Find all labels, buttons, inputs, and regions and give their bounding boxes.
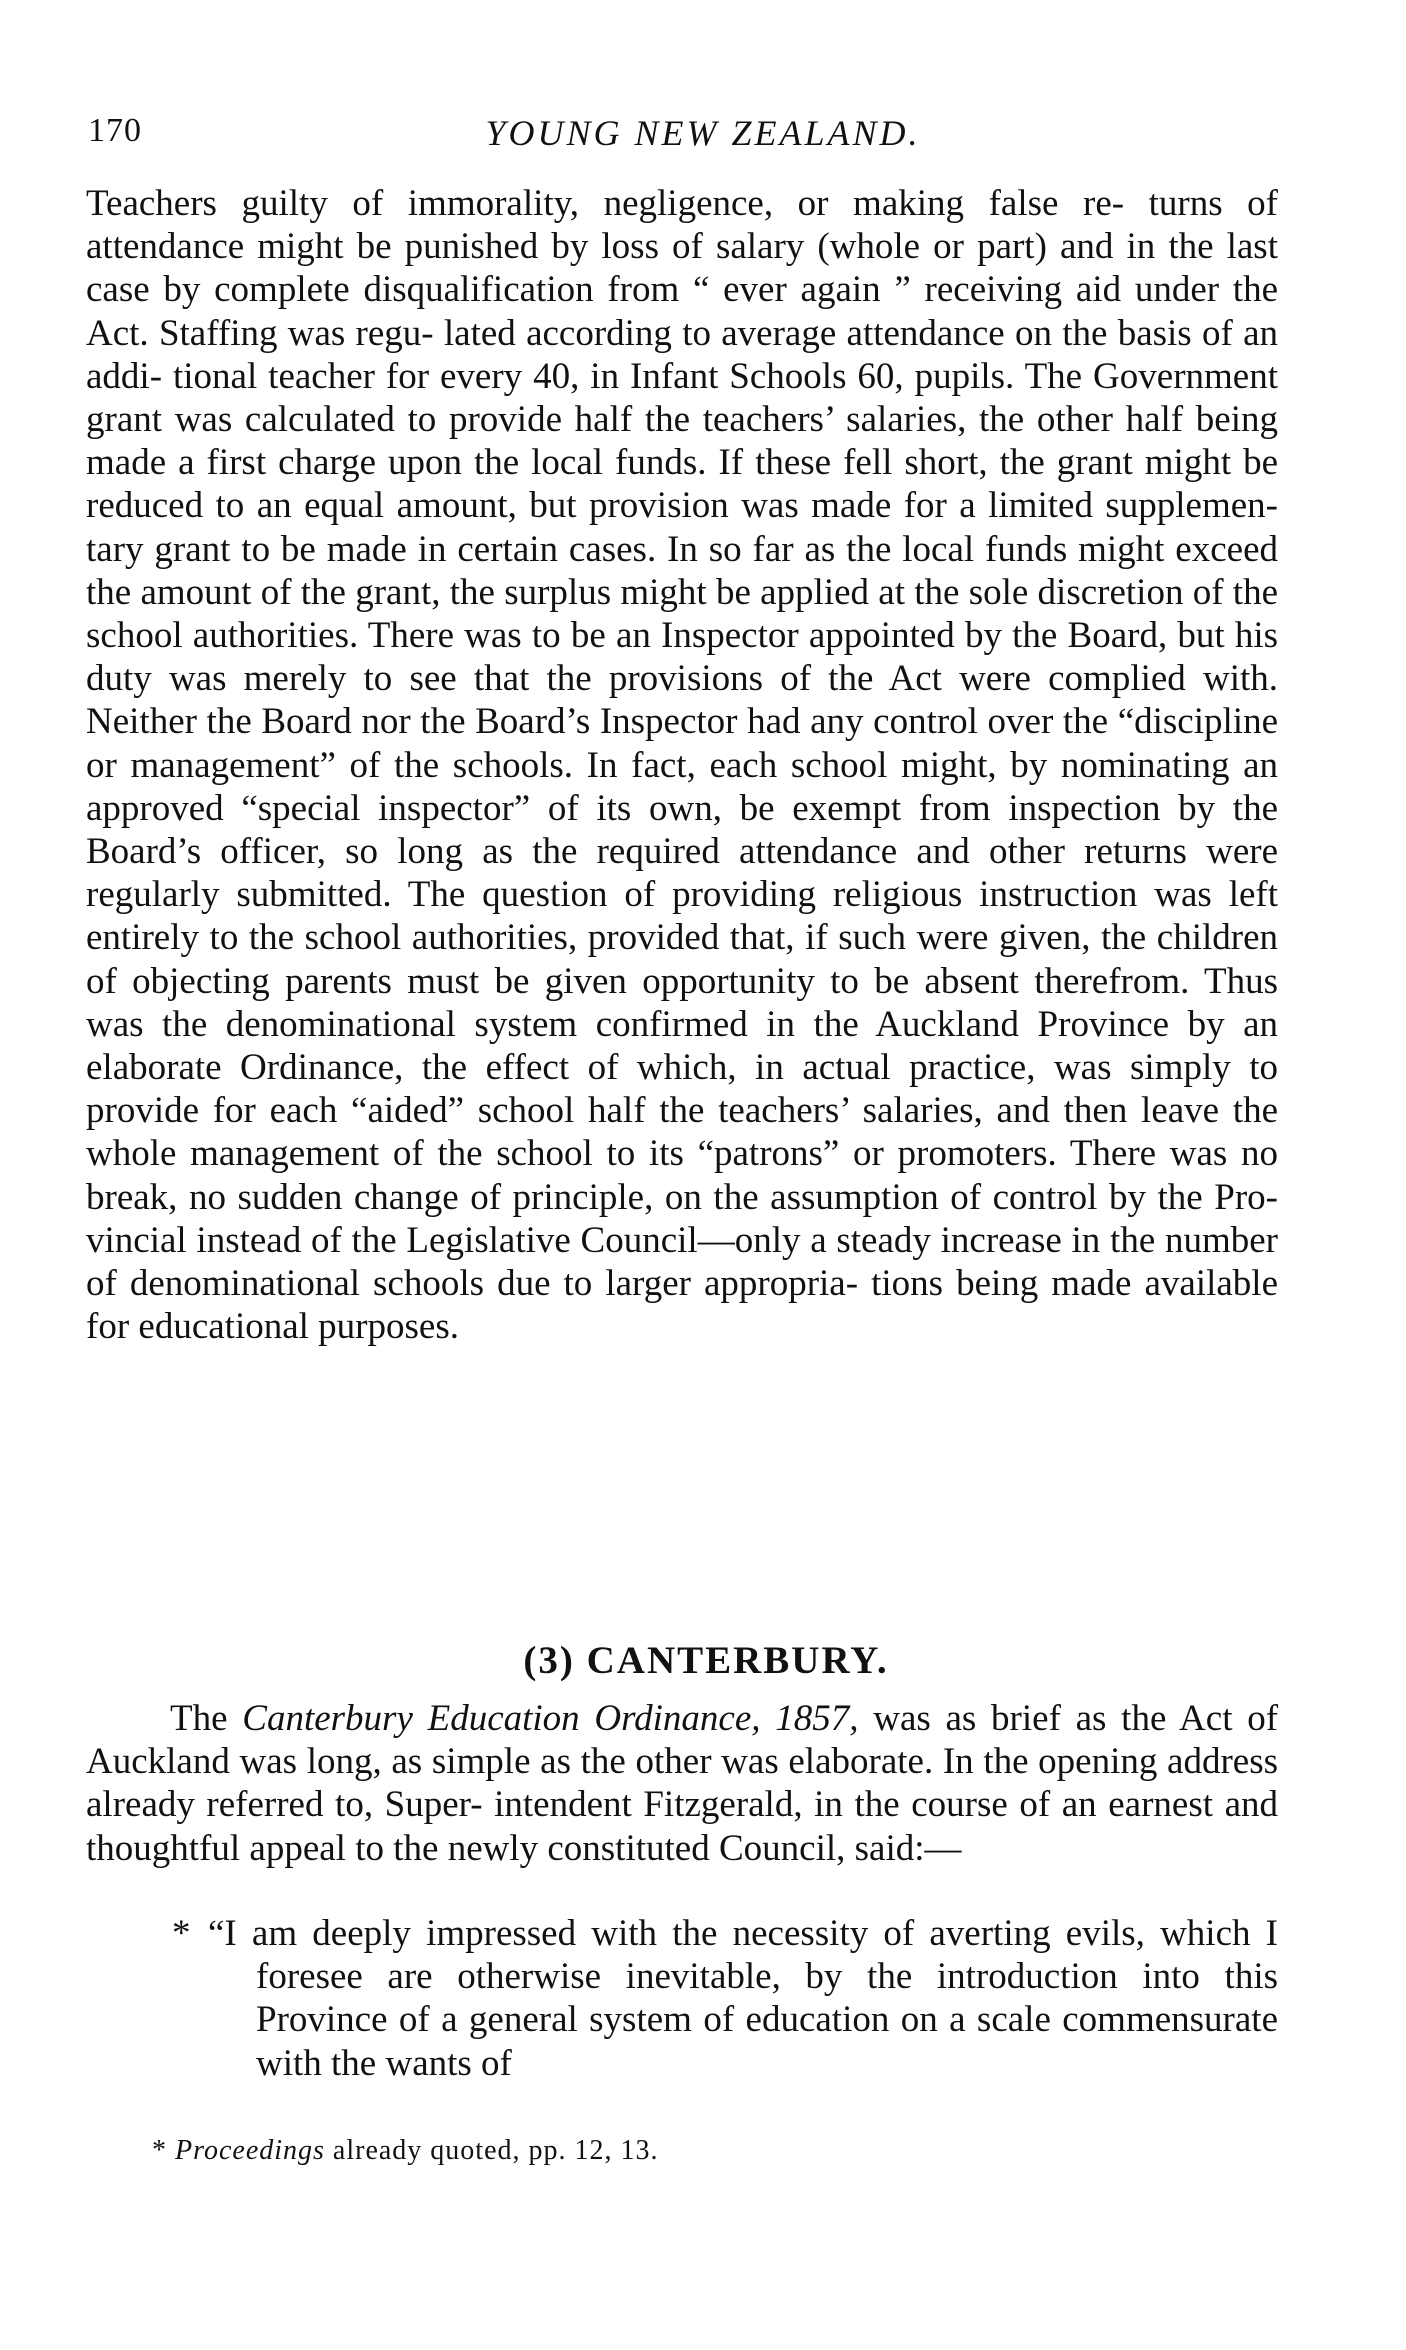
footnote-text: already quoted, pp. 12, 13. [332, 2135, 659, 2166]
paragraph-2-rest: was as brief as the Act of Auckland was long, as simple as the other was elaborate. In the opening address already referred to, Super- intendent Fitzgerald, in the course of an earnest and thoughtful appeal to the newly constituted Council, said:— [86, 1698, 1279, 1869]
block-quote [172, 1912, 1278, 2085]
ordinance-title: Canterbury Education Ordinance, 1857, [242, 1698, 859, 1739]
footnote-source-title: Proceedings [175, 2135, 325, 2166]
body-paragraph-1: Teachers guilty of immorality, negligence, or making false re- turns of attendance might be punished by loss of salary (whole or part) and in the last case by complete disqualification from “ ever again ” receiving aid under the Act. Staffing was regu- lated according to average attendance on the basis of an addi- tional teacher for every 40, in Infant Schools 60, pupils. The Government grant was calculated to provide half the teachers’ salaries, the other half being made a first charge upon the local funds. If these fell short, the grant might be reduced to an equal amount, but provision was made for a limited supplemen- tary grant to be made in certain cases. In so far as the local funds might exceed the amount of the grant, the surplus might be applied at the sole discretion of the school authorities. There was to be an Inspector appointed by the Board, but his duty was merely to see that the provisions of the Act were complied with. Neither the Board nor the Board’s Inspector had any control over the “discipline or management” of the schools. In fact, each school might, by nominating an approved “special inspector” of its own, be exempt from inspection by the Board’s officer, so long as the required attendance and other returns were regularly submitted. The question of providing religious instruction was left entirely to the school authorities, provided that, if such were given, the children of objecting parents must be given opportunity to be absent therefrom. Thus was the denominational system confirmed in the Auckland Province by an elaborate Ordinance, the effect of which, in actual practice, was simply to provide for each “aided” school half the teachers’ salaries, and then leave the whole management of the school to its “patrons” or promoters. There was no break, no sudden change of principle, on the assumption of control by the Pro- vincial instead of the Legislative Council—only a steady increase in the number of denominational schools due to larger appropria- tions being made available for educational purposes. [86, 183, 1278, 1348]
footnote-marker: * [152, 2135, 167, 2166]
footnote-reference-mark: * [172, 1913, 191, 1954]
page-number: 170 [88, 112, 142, 149]
section-heading: (3) CANTERBURY. [523, 1639, 889, 1682]
paragraph-2-lead: The [170, 1698, 228, 1739]
running-title: YOUNG NEW ZEALAND. [485, 113, 921, 153]
running-head [88, 112, 1278, 160]
body-paragraph-2 [86, 1697, 1278, 1870]
quote-text: “I am deeply impressed with the necessity of averting evils, which I foresee are otherwise inevitable, by the introduction into this Province of a general system of education on a scale commensurate with the wants of [208, 1913, 1278, 2084]
footnote [152, 2135, 1278, 2167]
